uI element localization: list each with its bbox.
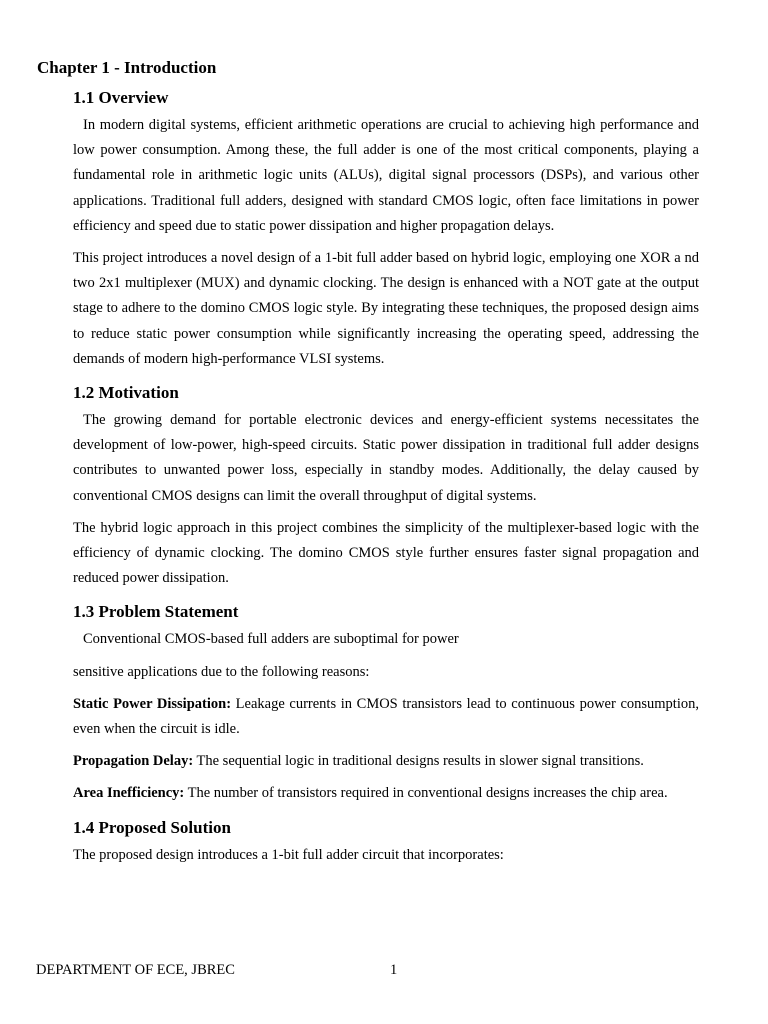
problem-item-text: The number of transistors required in conventional designs increases the chip area. [184,785,668,802]
problem-item-lead: Propagation Delay: [73,753,194,770]
motivation-paragraph-2: The hybrid logic approach in this project combines the simplicity of the multiplexer-based logic with the efficiency of dynamic clocking. The domino CMOS style further ensures faster signal propagation and reduced power dissipation. [73,519,699,587]
problem-item-static-power [73,692,699,742]
footer-page-number: 1 [390,962,398,978]
problem-item-text: The sequential logic in traditional designs results in slower signal transitions. [193,753,644,770]
chapter-content [73,87,699,875]
chapter-title: Chapter 1 - Introduction [37,58,217,77]
overview-paragraph-1: In modern digital systems, efficient arithmetic operations are crucial to achieving high performance and low power consumption. Among these, the full adder is one of the most critical components, playing a fundamental role in arithmetic logic units (ALUs), digital signal processors (DSPs), and various other applications. Traditional full adders, designed with standard CMOS logic, often face limitations in power efficiency and speed due to static power dissipation and higher propagation delays. [73,117,699,234]
solution-paragraph-1: The proposed design introduces a 1-bit full adder circuit that incorporates: [73,846,504,863]
section-heading-overview: 1.1 Overview [73,88,169,107]
motivation-paragraph-1: The growing demand for portable electronic devices and energy-efficient systems necessitates the development of low-power, high-speed circuits. Static power dissipation in traditional full adder designs contributes to unwanted power loss, especially in standby modes. Additionally, the delay caused by conventional CMOS designs can limit the overall throughput of digital systems. [73,412,699,504]
problem-paragraph-1: Conventional CMOS-based full adders are suboptimal for power [83,631,459,648]
section-heading-motivation: 1.2 Motivation [73,383,179,403]
problem-paragraph-2: sensitive applications due to the following reasons: [73,663,370,680]
footer-department: DEPARTMENT OF ECE, JBREC [36,962,235,978]
problem-item-propagation-delay [73,749,699,774]
overview-paragraph-2: This project introduces a novel design of a 1-bit full adder based on hybrid logic, employing one XOR a nd two 2x1 multiplexer (MUX) and dynamic clocking. The design is enhanced with a NOT gate at the output stage to adhere to the domino CMOS logic style. By integrating these techniques, the proposed design aims to reduce static power consumption while significantly increasing the operating speed, addressing the demands of modern high-performance VLSI systems. [73,250,699,367]
problem-item-text: Leakage currents in CMOS transistors lead to continuous power consumption, even when the circuit is idle. [73,695,699,738]
problem-item-lead: Static Power Dissipation: [73,695,232,712]
problem-item-lead: Area Inefficiency: [73,785,185,802]
section-heading-solution: 1.4 Proposed Solution [73,817,231,837]
section-heading-problem: 1.3 Problem Statement [73,602,239,622]
problem-item-area-inefficiency [73,781,699,806]
